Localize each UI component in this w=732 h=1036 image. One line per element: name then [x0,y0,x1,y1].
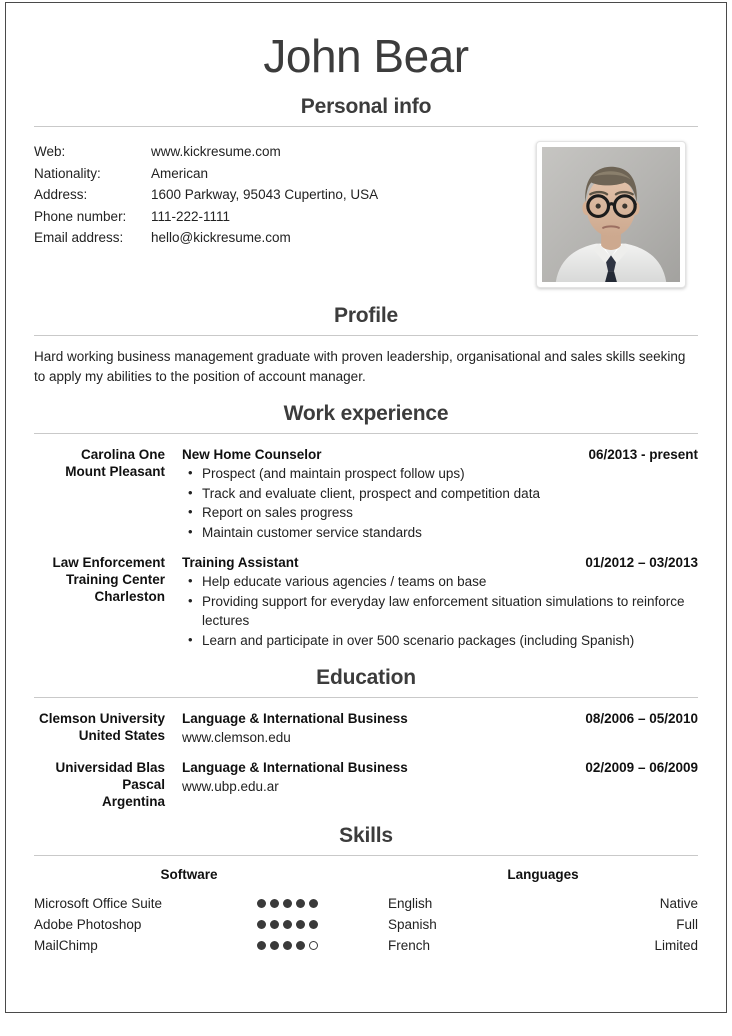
language-level: Native [659,896,698,911]
rating-dot-filled [296,899,305,908]
job-responsibility-list [182,572,698,650]
section-heading-skills: Skills [339,824,393,847]
rating-dot-filled [257,899,266,908]
personal-info-label: Nationality: [34,165,101,181]
rating-dot-filled [283,920,292,929]
school-website: www.clemson.edu [182,730,291,745]
skill-rating-dots [257,920,344,929]
work-entry-organization [34,446,165,542]
personal-info-label: Web: [34,144,66,159]
language-row [388,914,698,935]
language-name: French [388,938,431,953]
school-name: Universidad Blas [55,760,165,775]
personal-info-table [34,141,536,249]
skill-rating-dots [257,941,344,950]
job-responsibility-list [182,464,698,542]
school-location: Pascal [122,777,165,792]
personal-info-value-address: 1600 Parkway, 95043 Cupertino, USA [151,187,379,202]
section-divider [34,855,698,856]
education-entry-school [34,710,165,747]
section-skills [34,824,698,956]
school-location-2: Argentina [101,794,165,809]
work-entry-organization [34,554,165,650]
rating-dot-filled [309,920,318,929]
skill-name: Microsoft Office Suite [34,896,163,911]
resume-page [5,2,727,1013]
job-date-range: 06/2013 - present [588,447,698,462]
rating-dot-filled [270,899,279,908]
section-heading-personal-info: Personal info [300,95,432,118]
education-entry-detail [165,759,698,810]
skill-row [34,935,344,956]
skill-name: MailChimp [34,938,98,953]
list-item: • Learn and participate in over 500 scenario packages (including Spanish) [202,631,698,651]
personal-info-row [34,227,536,249]
skill-name: Adobe Photoshop [34,917,142,932]
list-item: • Maintain customer service standards [202,523,698,543]
education-date-range: 08/2006 – 05/2010 [585,711,698,726]
personal-info-value-nationality: American [151,165,209,181]
portrait-illustration [542,147,680,282]
work-entry [34,446,698,542]
school-location: United States [78,728,165,743]
section-divider [34,335,698,336]
rating-dot-filled [283,899,292,908]
education-date-range: 02/2009 – 06/2009 [585,760,698,775]
personal-info-row [34,163,536,185]
list-item: • Help educate various agencies / teams on base [202,572,698,592]
job-title: Training Assistant [182,555,299,570]
section-education [34,666,698,810]
personal-info-value-web: www.kickresume.com [151,144,281,159]
rating-dot-empty [309,941,318,950]
skill-rating-dots [257,899,344,908]
work-entry-detail [165,446,698,542]
personal-info-label: Phone number: [34,208,127,224]
rating-dot-filled [270,941,279,950]
rating-dot-filled [296,941,305,950]
section-personal-info [34,95,698,288]
personal-info-row [34,206,536,228]
work-entry-detail [165,554,698,650]
degree-title: Language & International Business [182,711,408,726]
skill-row [34,893,344,914]
job-title: New Home Counselor [182,447,322,462]
education-entry-school [34,759,165,810]
list-item: • Prospect (and maintain prospect follow ups) [202,464,698,484]
personal-info-value-email: hello@kickresume.com [151,230,291,245]
personal-info-row [34,141,536,163]
section-work-experience [34,402,698,650]
education-entry [34,710,698,747]
school-website: www.ubp.edu.ar [182,779,279,794]
language-name: Spanish [388,917,437,932]
personal-info-value-phone: 111-222-1111 [151,208,231,224]
page-title: John Bear [263,30,469,82]
language-level: Limited [654,938,698,953]
skills-column-heading: Languages [507,867,579,882]
section-heading-education: Education [316,666,416,689]
organization-location-2: Charleston [94,589,165,604]
work-entry [34,554,698,650]
section-heading-profile: Profile [334,304,398,327]
section-divider [34,126,698,127]
school-name: Clemson University [38,711,165,726]
rating-dot-filled [257,920,266,929]
section-heading-work-experience: Work experience [283,402,449,425]
section-divider [34,697,698,698]
list-item: • Providing support for everyday law enforcement situation simulations to reinforce lectures [202,592,698,631]
rating-dot-filled [309,899,318,908]
rating-dot-filled [296,920,305,929]
list-item: • Track and evaluate client, prospect and competition data [202,484,698,504]
list-item: • Report on sales progress [202,503,698,523]
section-divider [34,433,698,434]
rating-dot-filled [257,941,266,950]
skills-column-languages [366,867,698,956]
personal-info-label: Email address: [34,230,124,245]
education-entry [34,759,698,810]
language-row [388,935,698,956]
organization-location: Mount Pleasant [65,464,165,479]
personal-info-row [34,184,536,206]
rating-dot-filled [283,941,292,950]
education-entry-detail [165,710,698,747]
job-date-range: 01/2012 – 03/2013 [585,555,698,570]
language-name: English [388,896,433,911]
avatar [536,141,686,288]
skills-column-heading: Software [160,867,218,882]
profile-summary-text: Hard working business management graduate with proven leadership, organisational and sales skills seeking to apply my abilities to the position of account manager. [34,349,686,384]
language-row [388,893,698,914]
section-profile [34,304,698,386]
language-level: Full [676,917,698,932]
skills-column-software [34,867,366,956]
skill-row [34,914,344,935]
portrait-photo [542,147,680,282]
degree-title: Language & International Business [182,760,408,775]
personal-info-label: Address: [34,187,88,202]
organization-name: Law Enforcement [52,555,165,570]
rating-dot-filled [270,920,279,929]
organization-name: Carolina One [80,447,165,462]
organization-location: Training Center [65,572,165,587]
